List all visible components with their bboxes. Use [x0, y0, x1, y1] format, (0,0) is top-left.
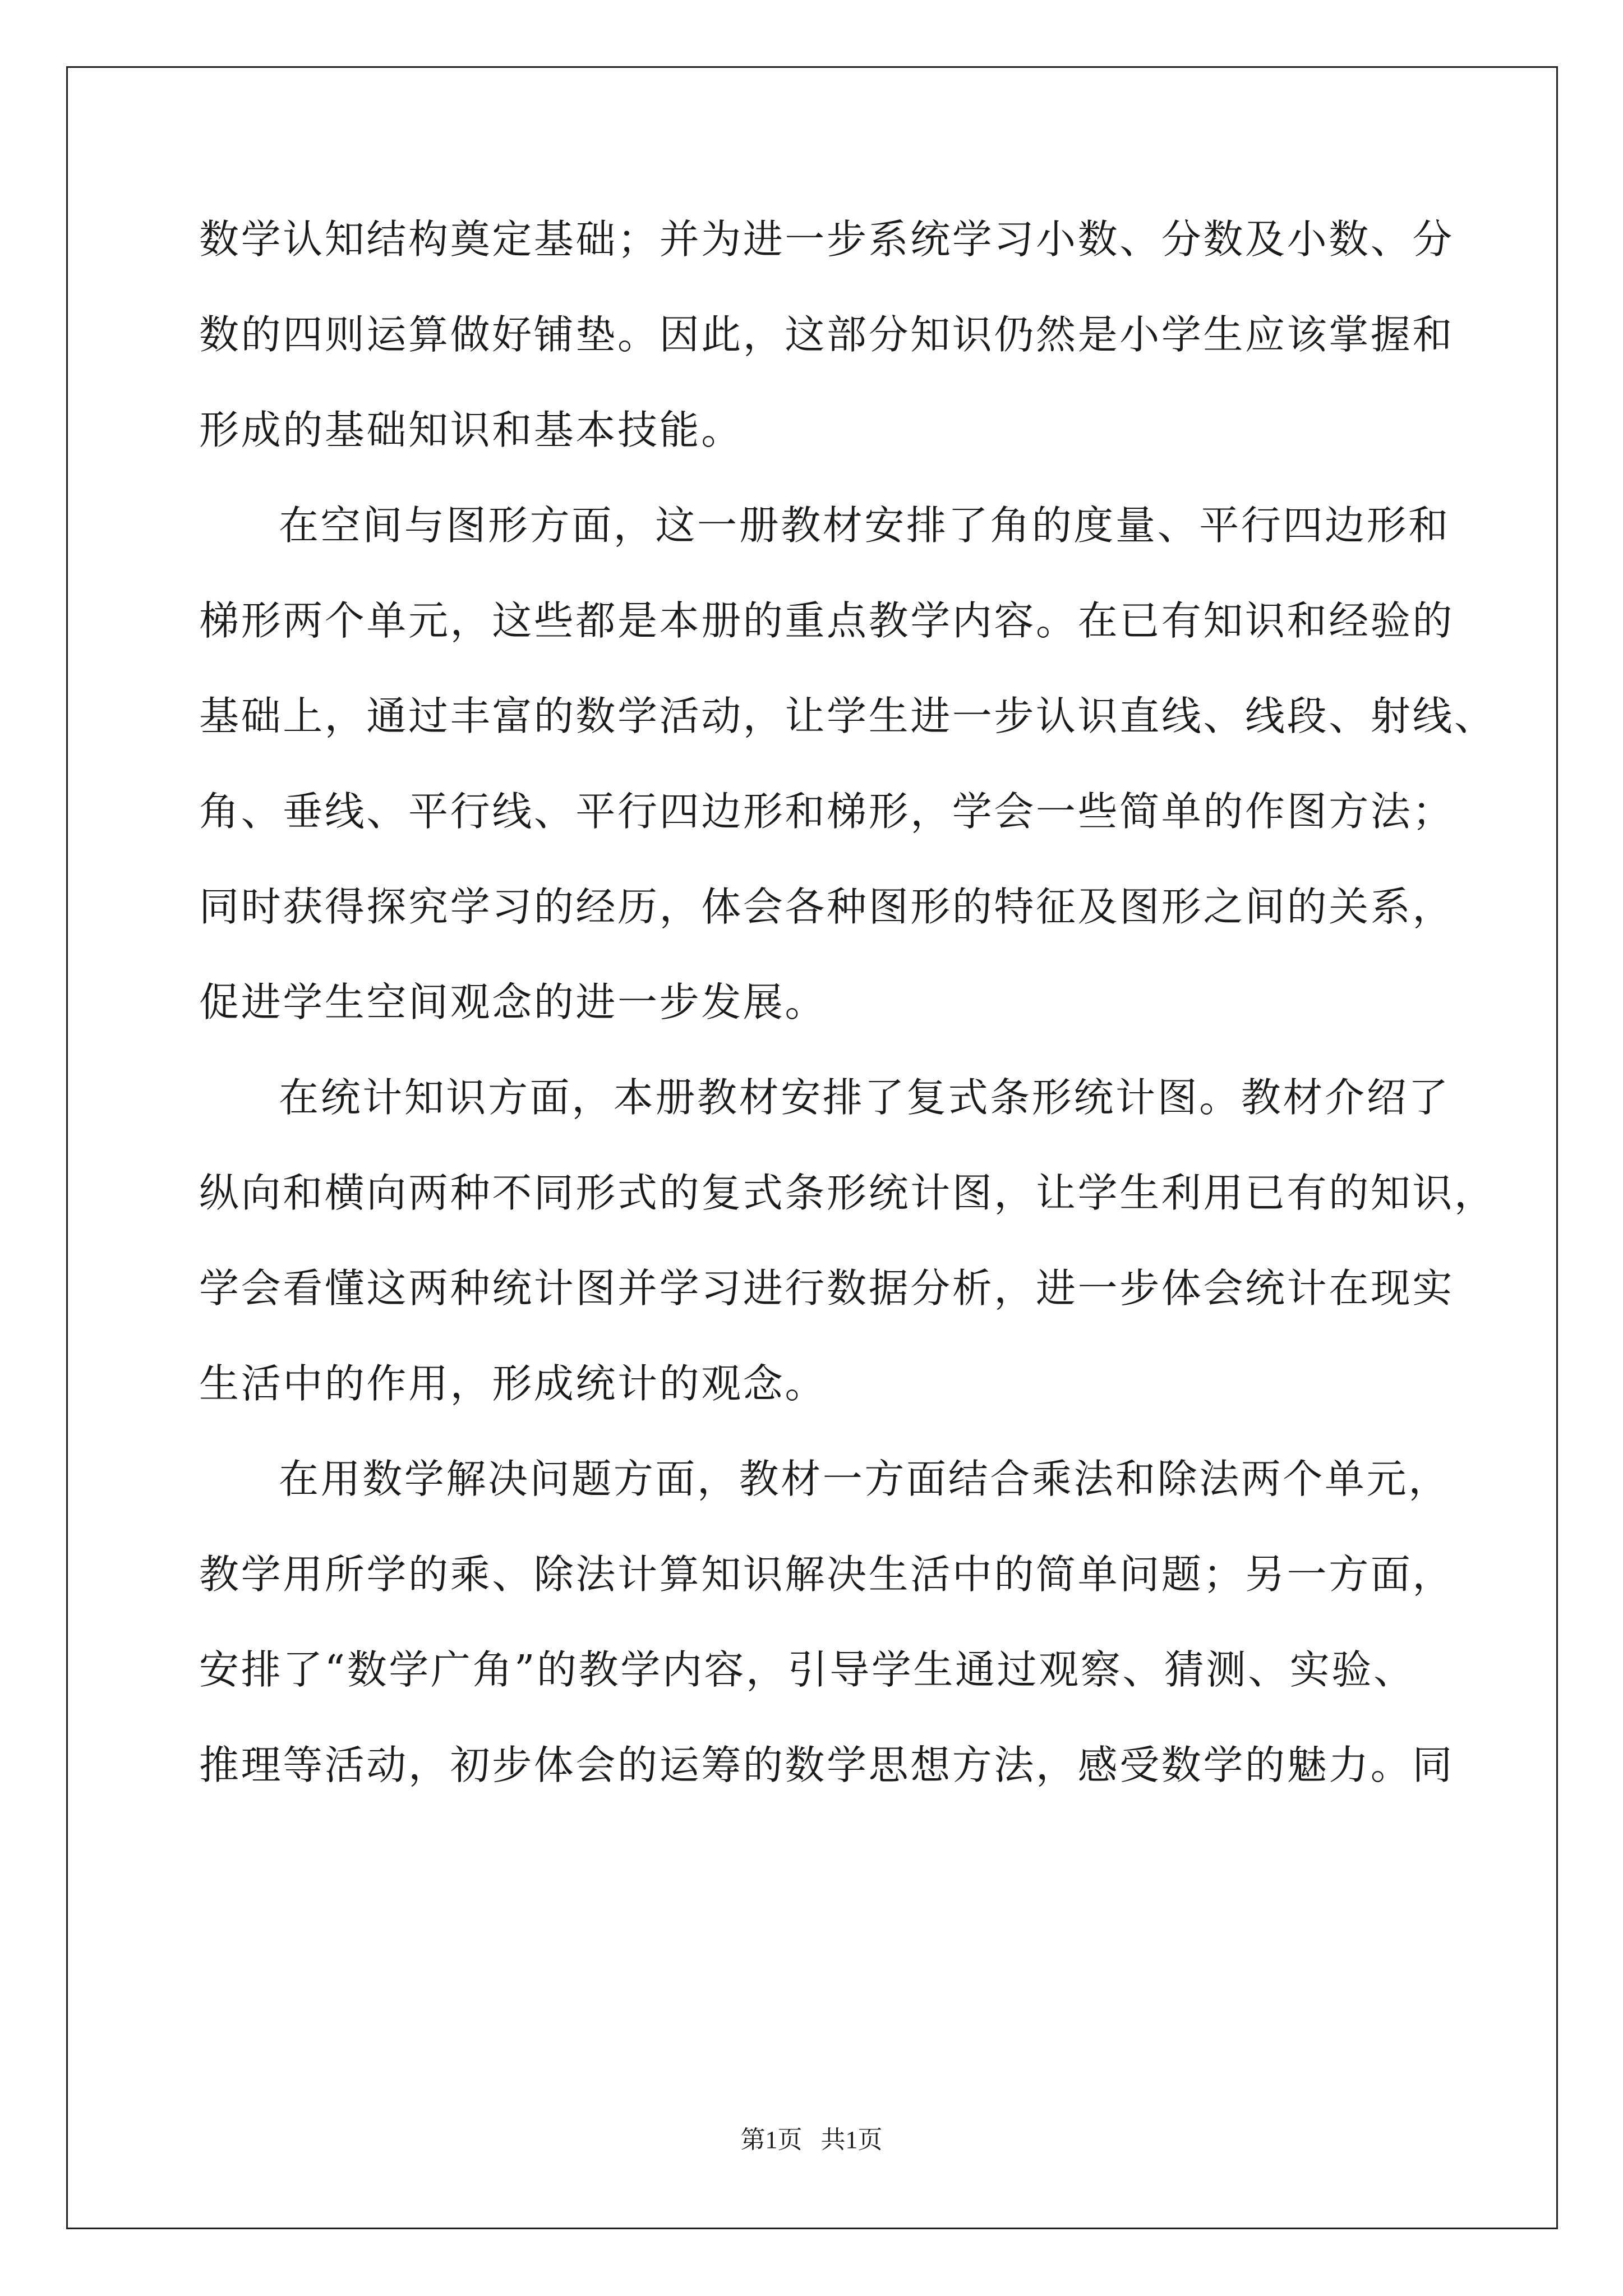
- text-line: 在空间与图形方面，这一册教材安排了角的度量、平行四边形和: [279, 502, 1450, 549]
- text-line: 数的四则运算做好铺垫。因此，这部分知识仍然是小学生应该掌握和: [199, 311, 1455, 358]
- text-line: 基础上，通过丰富的数学活动，让学生进一步认识直线、线段、射线、: [199, 693, 1496, 739]
- text-line: 促进学生空间观念的进一步发展。: [199, 979, 827, 1025]
- text-line: 同时获得探究学习的经历，体会各种图形的特征及图形之间的关系，: [199, 884, 1455, 930]
- text-line: 生活中的作用，形成统计的观念。: [199, 1360, 827, 1407]
- text-line: 在统计知识方面，本册教材安排了复式条形统计图。教材介绍了: [279, 1074, 1450, 1121]
- text-line: 在用数学解决问题方面，教材一方面结合乘法和除法两个单元，: [279, 1456, 1450, 1502]
- text-line: 形成的基础知识和基本技能。: [199, 407, 743, 453]
- text-line: 数学认知结构奠定基础；并为进一步系统学习小数、分数及小数、分: [199, 216, 1455, 263]
- text-line: 纵向和横向两种不同形式的复式条形统计图，让学生利用已有的知识，: [199, 1170, 1496, 1216]
- text-line: 教学用所学的乘、除法计算知识解决生活中的简单问题；另一方面，: [199, 1551, 1455, 1598]
- text-line: 推理等活动，初步体会的运筹的数学思想方法，感受数学的魅力。同: [199, 1742, 1455, 1788]
- page-frame: [66, 66, 1558, 2229]
- text-line: 安排了“数学广角”的教学内容，引导学生通过观察、猜测、实验、: [199, 1646, 1415, 1693]
- page-number-footer: 第1页 共1页: [740, 2126, 883, 2154]
- text-line: 梯形两个单元，这些都是本册的重点教学内容。在已有知识和经验的: [199, 597, 1455, 644]
- text-line: 角、垂线、平行线、平行四边形和梯形，学会一些简单的作图方法；: [199, 788, 1455, 835]
- text-line: 学会看懂这两种统计图并学习进行数据分析，进一步体会统计在现实: [199, 1265, 1455, 1312]
